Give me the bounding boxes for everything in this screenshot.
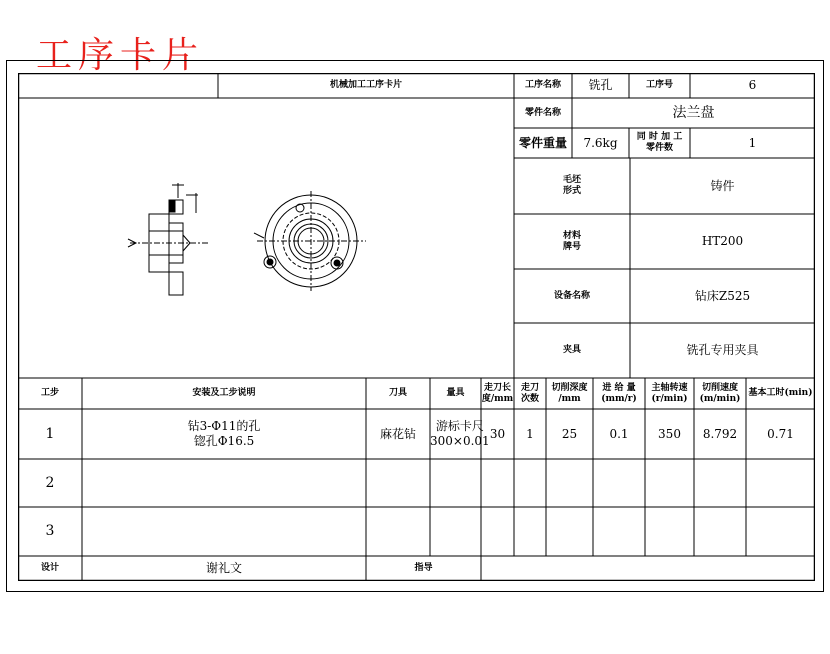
page-title: 工序卡片 — [36, 35, 205, 76]
process-no-value: 6 — [748, 78, 757, 92]
table-row-step: 1 — [45, 425, 55, 442]
header-tool: 刀具 — [388, 388, 407, 398]
part-weight-value: 7.6kg — [583, 135, 618, 150]
header-feed: 进 给 量 (mm/r) — [601, 382, 637, 404]
table-row-step: 3 — [45, 523, 55, 539]
table-row-time: 0.71 — [767, 426, 794, 441]
process-no-label: 工序号 — [645, 80, 673, 90]
part-weight-label: 零件重量 — [518, 135, 567, 150]
table-row-speed: 350 — [658, 426, 681, 441]
table-row-tool: 麻花钻 — [379, 426, 416, 441]
table-row-gauge: 游标卡尺 300×0.01 — [430, 419, 490, 448]
card-title: 机械加工工序卡片 — [329, 80, 402, 90]
blank-form-label: 毛坯 形式 — [562, 175, 581, 196]
header-speed: 主轴转速 (r/min) — [651, 382, 688, 404]
part-name-value: 法兰盘 — [672, 104, 715, 121]
header-cut-depth: 切削深度 /mm — [551, 382, 588, 404]
header-velocity: 切削速度 (m/min) — [699, 382, 741, 404]
table-row-velocity: 8.792 — [702, 426, 738, 441]
equipment-value: 钻床Z525 — [694, 288, 751, 303]
part-name-label: 零件名称 — [524, 107, 561, 118]
material-value: HT200 — [701, 234, 744, 248]
header-depth: 走刀长 度/mm — [481, 382, 514, 404]
table-row-passes: 1 — [526, 426, 534, 441]
simul-count: 1 — [748, 135, 757, 150]
table-row-depth: 30 — [489, 426, 506, 441]
simul-label: 同 时 加 工 零件数 — [636, 132, 683, 153]
header-gauge: 量具 — [446, 388, 465, 398]
fixture-label: 夹具 — [562, 345, 581, 355]
blank-form-value: 铸件 — [710, 178, 735, 193]
header-desc: 安装及工步说明 — [192, 388, 256, 398]
design-label: 设计 — [40, 563, 59, 573]
guide-label: 指导 — [414, 563, 433, 573]
header-time: 基本工时(min) — [748, 388, 813, 398]
fixture-value: 铣孔专用夹具 — [686, 343, 759, 357]
process-card — [18, 73, 815, 581]
equipment-label: 设备名称 — [553, 290, 590, 301]
header-passes: 走刀 次数 — [520, 382, 539, 404]
table-row-cut-depth: 25 — [561, 426, 578, 441]
process-name-value: 铣孔 — [588, 78, 613, 92]
table-row-feed: 0.1 — [609, 426, 629, 441]
material-label: 材料 牌号 — [562, 230, 581, 252]
table-row-desc: 钻3-Φ11的孔 锪孔Φ16.5 — [187, 419, 261, 448]
table-row-step: 2 — [45, 474, 55, 491]
designer-name: 谢礼文 — [205, 561, 242, 575]
process-name-label: 工序名称 — [524, 80, 561, 90]
header-step: 工步 — [40, 388, 59, 398]
